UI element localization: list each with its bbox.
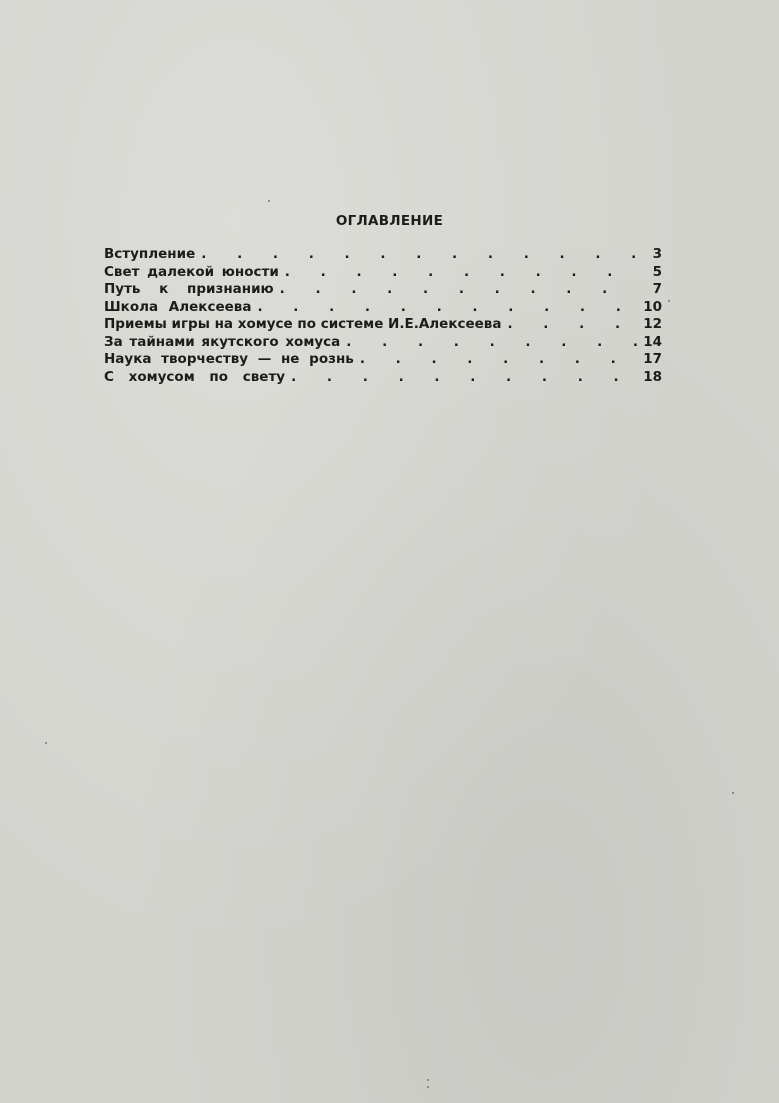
toc-entry-label: Вступление	[104, 246, 196, 262]
toc-entry	[104, 316, 662, 334]
paper-speck	[668, 300, 670, 302]
paper-speck	[427, 1079, 429, 1081]
toc-entry-label: Приемы игры на хомусе по системе И.Е.Алексеева	[104, 316, 502, 332]
toc-title: ОГЛАВЛЕНИЕ	[335, 213, 444, 229]
dot-leader	[257, 299, 637, 317]
toc-entry	[104, 369, 662, 387]
dot-leader	[285, 264, 638, 282]
toc-entry-page: 7	[652, 281, 662, 297]
toc-entry-page: 17	[643, 351, 662, 367]
dot-leader	[291, 369, 637, 387]
toc-entry	[104, 281, 662, 299]
toc-entry-label: Школа Алексеева	[104, 298, 252, 315]
dot-leader	[507, 316, 637, 334]
toc-entry	[104, 334, 662, 352]
dot-leader	[360, 351, 637, 369]
toc-entry-page: 3	[652, 246, 662, 262]
toc-entry-label: Наука творчеству — не рознь	[104, 351, 354, 367]
dot-leader	[346, 334, 637, 352]
toc-entry-page: 18	[643, 368, 662, 385]
toc-entry	[104, 246, 662, 264]
toc-entry-page: 14	[643, 333, 662, 350]
paper-speck	[45, 742, 47, 744]
paper-speck	[427, 1086, 429, 1088]
toc-entry-page: 10	[643, 298, 662, 315]
toc-entry-label: За тайнами якутского хомуса	[104, 333, 341, 350]
toc-entry-label: Свет далекой юности	[104, 263, 279, 280]
dot-leader	[201, 246, 638, 264]
toc-entry	[104, 264, 662, 282]
toc-entry-page: 12	[643, 316, 662, 332]
table-of-contents	[104, 246, 662, 386]
toc-entry-page: 5	[652, 263, 662, 280]
toc-entry-label: Путь к признанию	[104, 281, 274, 297]
dot-leader	[280, 281, 638, 299]
toc-entry-label: С хомусом по свету	[104, 368, 286, 385]
paper-speck	[732, 792, 734, 794]
toc-entry	[104, 299, 662, 317]
paper-speck	[268, 200, 270, 202]
toc-entry	[104, 351, 662, 369]
